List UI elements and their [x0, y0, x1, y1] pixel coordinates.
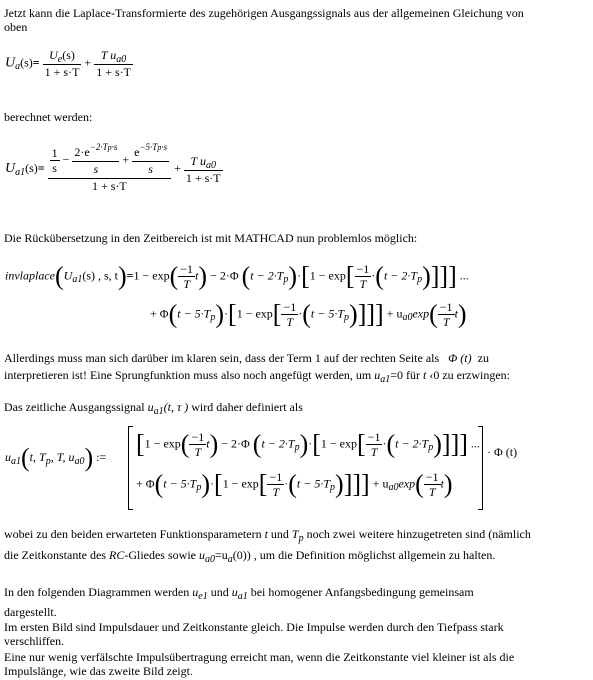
params-line-1: wobei zu den beiden erwarteten Funktionsparametern t und $T_p$ noch zwei weitere hinzugetreten sind (nämlich	[4, 527, 531, 544]
diagram-intro-line-4: verschliffen.	[4, 634, 65, 648]
definition-line-2: + $\Phi(t - 5\cdot T_p)\cdot[1 - \exp$[ $\frac{-1}{T}$ $\cdot(t - 5\cdot T_p)]]] + u_{a0}\exp$( $\frac{-1}{T}$ t)	[136, 469, 453, 499]
left-bracket	[128, 426, 133, 510]
note-line-1: Allerdings muss man sich darüber im klaren sein, dass der Term 1 auf der rechten Seite als Φ (t) zu	[4, 351, 489, 365]
definition-lhs: $u_{a1}(t$, $T_p$, T, $u_{a0}$) :=	[5, 443, 107, 472]
equation-ua1: $U_{a1}(s)=$ $\frac{1}{s}$ − $\frac{2\cdot e^{-2\cdot Tp\cdot s}}{s}$ + $\frac{e^{-5\cdot Tp\cdot s}}{s}$ 1 + s·T + $\frac{T u_{a0}}{1 + s\cdot T}$	[5, 142, 221, 193]
diagram-intro-line-1: In den folgenden Diagrammen werden $u_{e1}$ und $u_{a1}$ bei homogener Anfangsbedingung gemeinsam	[4, 585, 474, 602]
note-line-2: interpretieren ist! Eine Sprungfunktion muss also noch angefügt werden, um $u_{a1}=0$ für t ‹0 zu erzwingen:	[4, 368, 510, 385]
definition-line-1: [1 − exp( $\frac{-1}{T}$ t) − 2·Φ $(t - 2\cdot T_p)\cdot[1 - \exp$[ $\frac{-1}{T}$ $\cdot(t - 2\cdot T_p)$]]] ...	[136, 429, 480, 459]
diagram-intro-line-5: Eine nur wenig verfälschte Impulsübertragung erreicht man, wenn die Zeitkonstante viel kleiner ist als die	[4, 650, 515, 664]
intro-line-2: oben	[4, 20, 28, 34]
backtransform-text: Die Rückübersetzung in den Zeitbereich ist mit MATHCAD nun problemlos möglich:	[4, 231, 418, 245]
invlaplace-line-2: + $\Phi(t - 5\cdot T_p)\cdot[1 - \exp$[ $\frac{-1}{T}$ $\cdot(t - 5\cdot T_p)]]] + u_{a0}\exp$( $\frac{-1}{T}$ t)	[150, 299, 467, 329]
diagram-intro-line-2: dargestellt.	[4, 605, 57, 619]
computed-text: berechnet werden:	[4, 110, 93, 124]
params-line-2: die Zeitkonstante des RC-Gliedes sowie $u_{a0}=u_a(0)$) , um die Definition möglichst allgemein zu halten.	[4, 548, 496, 565]
diagram-intro-line-3: Im ersten Bild sind Impulsdauer und Zeitkonstante gleich. Die Impulse werden durch den Tiefpass stark	[4, 620, 504, 634]
definition-step-factor: · Φ (t)	[487, 445, 518, 459]
right-bracket	[478, 426, 483, 510]
diagram-intro-line-6: Impulslänge, wie das zweite Bild zeigt.	[4, 664, 193, 678]
equation-ua: $U_a(s)=$ $\frac{U_e(s)}{1 + s\cdot T}$ + $\frac{T u_{a0}}{1 + s\cdot T}$	[5, 48, 131, 79]
definition-intro: Das zeitliche Ausgangssignal $u_{a1}(t$, τ ) wird daher definiert als	[4, 400, 303, 417]
invlaplace-line-1: $invlaplace(U_{a1}(s)$ , s, t)=1 − exp( $\frac{-1}{T}$ t) − 2·Φ $(t - 2\cdot T_p)\cdot[1 - \exp$[ $\frac{-1}{T}$ $\cdot(t - 2\cdot T_p)$]]] ...	[5, 261, 469, 291]
intro-line-1: Jetzt kann die Laplace-Transformierte des zugehörigen Ausgangssignals aus der allgemeinen Gleichung von	[4, 6, 524, 20]
